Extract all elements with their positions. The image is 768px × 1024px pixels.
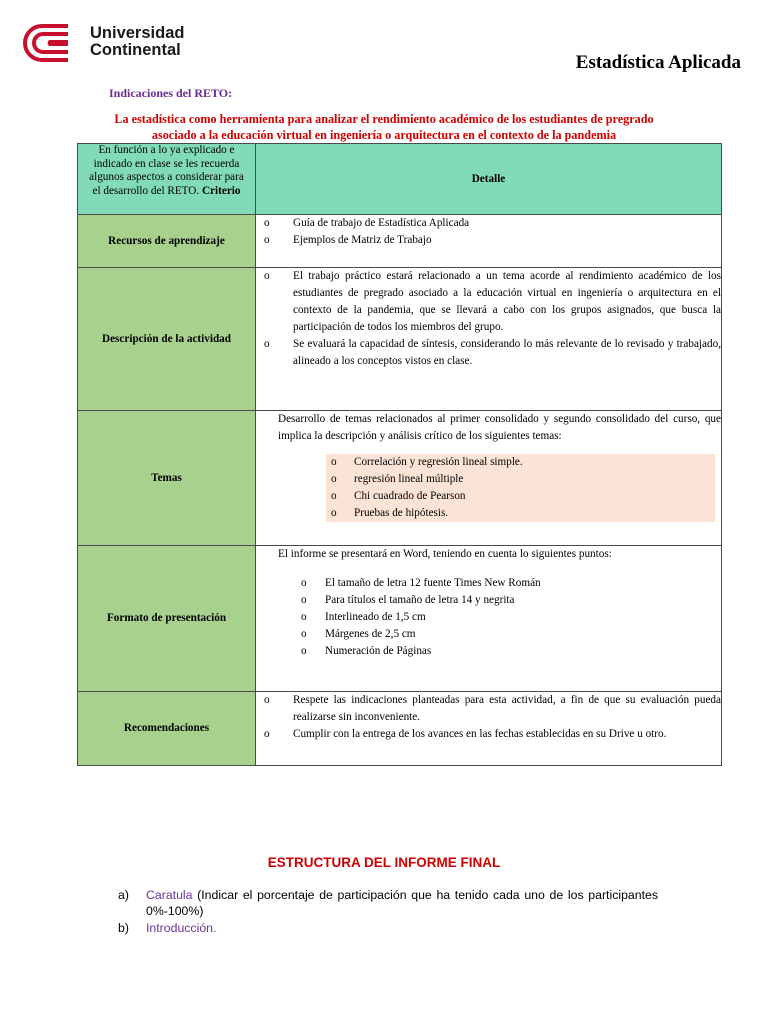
table-row <box>78 546 722 692</box>
list-item: o Márgenes de 2,5 cm <box>256 626 721 643</box>
list-item: o Cumplir con la entrega de los avances en las fechas establecidas en su Drive u otro. <box>256 726 721 743</box>
temas-list <box>326 454 715 522</box>
criterio-header-label: Criterio <box>201 184 241 197</box>
indicaciones-label: Indicaciones del RETO: <box>109 86 233 100</box>
estructura-list <box>118 887 658 937</box>
item-label: b) <box>118 921 129 935</box>
table-row <box>78 268 722 411</box>
criterio-cell: Formato de presentación <box>78 546 256 692</box>
criterio-header-text: En función a lo ya explicado e indicado en clase se les recuerda algunos aspectos a considerar para el desarrollo del RETO. <box>89 144 244 197</box>
list-item <box>118 887 658 919</box>
temas-highlight-box <box>326 454 715 522</box>
descripcion-list <box>256 268 721 370</box>
list-item: o Numeración de Páginas <box>256 643 721 660</box>
criterio-cell: Descripción de la actividad <box>78 268 256 411</box>
list-item: o Chi cuadrado de Pearson <box>326 488 715 505</box>
list-item: o Ejemplos de Matriz de Trabajo <box>256 232 721 249</box>
temas-intro: Desarrollo de temas relacionados al primer consolidado y segundo consolidado del curso, que implica la descripción y análisis crítico de los siguientes temas: <box>278 413 721 442</box>
university-name <box>90 25 184 59</box>
table-row <box>78 411 722 546</box>
item-label: a) <box>118 888 129 902</box>
list-item: o Correlación y regresión lineal simple. <box>326 454 715 471</box>
criterio-cell: Recomendaciones <box>78 692 256 766</box>
logo-line-2: Continental <box>90 41 181 59</box>
reto-table <box>77 143 722 766</box>
item-name: Introducción. <box>146 921 217 935</box>
intro-text: La estadística como herramienta para analizar el rendimiento académico de los estudiantes de pregrado asociado a la educación virtual en ingeniería o arquitectura en el contexto de la pandemia <box>114 112 654 142</box>
list-item: o Respete las indicaciones planteadas para esta actividad, a fin de que su evaluación pueda realizarse sin inconveniente. <box>256 692 721 726</box>
item-text: (Indicar el porcentaje de participación que ha tenido cada uno de los participantes 0%-100%) <box>146 888 658 918</box>
detalle-header-cell: Detalle <box>256 144 722 215</box>
criterio-cell: Recursos de aprendizaje <box>78 215 256 268</box>
recomendaciones-list <box>256 692 721 743</box>
formato-list-wrap <box>256 575 721 660</box>
criterio-cell: Temas <box>78 411 256 546</box>
list-item: o Se evaluará la capacidad de síntesis, considerando lo más relevante de lo revisado y trabajado, alineado a los conceptos vistos en clase. <box>256 336 721 370</box>
formato-intro: El informe se presentará en Word, teniendo en cuenta lo siguientes puntos: <box>278 548 612 560</box>
list-item: o Pruebas de hipótesis. <box>326 505 715 522</box>
recursos-list <box>256 215 721 249</box>
table-row <box>78 692 722 766</box>
list-item: o Interlineado de 1,5 cm <box>256 609 721 626</box>
list-item: o regresión lineal múltiple <box>326 471 715 488</box>
detalle-cell <box>256 215 722 268</box>
list-item <box>118 920 658 936</box>
estructura-title: ESTRUCTURA DEL INFORME FINAL <box>267 855 501 870</box>
list-item: o El trabajo práctico estará relacionado a un tema acorde al rendimiento académico de los estudiantes de pregrado asociado a la educación virtual en ingeniería o arquitectura en el contexto de la pandemia, que se llevará a cabo con los grupos asignados, que busca la participación de todos los miembros del grupo. <box>256 268 721 336</box>
list-item: o El tamaño de letra 12 fuente Times New Román <box>256 575 721 592</box>
detalle-cell <box>256 692 722 766</box>
university-logo-icon <box>22 22 72 64</box>
item-name: Caratula <box>146 888 193 902</box>
criterio-header-cell <box>78 144 256 215</box>
detalle-cell <box>256 268 722 411</box>
detalle-cell <box>256 411 722 546</box>
formato-list <box>256 575 721 660</box>
list-item: o Guía de trabajo de Estadística Aplicada <box>256 215 721 232</box>
table-header-row <box>78 144 722 215</box>
course-title: Estadística Aplicada <box>575 52 741 73</box>
list-item: o Para títulos el tamaño de letra 14 y negrita <box>256 592 721 609</box>
detalle-cell <box>256 546 722 692</box>
logo-line-1: Universidad <box>90 24 185 42</box>
table-row <box>78 215 722 268</box>
